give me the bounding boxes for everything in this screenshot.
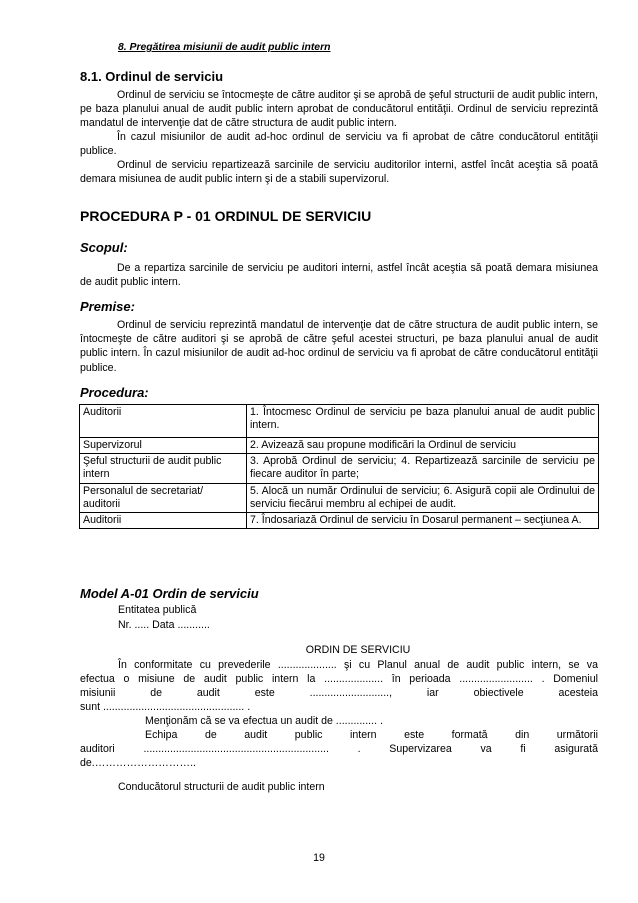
table-row (80, 454, 599, 483)
form-line-4: sunt ................................................ . (80, 701, 251, 713)
form-line-2: efectua o misiune de audit public intern la .................... în perioada ......................... . Domeniul (80, 673, 598, 685)
table-row (80, 483, 599, 512)
section-paragraph-1: Ordinul de serviciu se întocmeşte de către auditor şi se aprobă de şeful structurii de audit public intern, pe baza planului anual de audit public intern aprobat de conducătorul entităţii. Ordinul de serviciu reprezintă mandatul de intervenţie dat de către structura de audit public intern. (80, 89, 598, 130)
step-cell: 1. Întocmesc Ordinul de serviciu pe baza planului anual de audit public intern. (247, 405, 599, 438)
actor-cell: Auditorii (80, 513, 247, 529)
actor-cell: Personalul de secretariat/ auditorii (80, 483, 247, 512)
actor-cell: Supervizorul (80, 438, 247, 454)
section-title: 8.1. Ordinul de serviciu (80, 69, 224, 84)
form-line-3: misiunii de audit este ..........................., iar obiectivele acesteia (80, 687, 598, 699)
scope-text: De a repartiza sarcinile de serviciu pe auditori interni, astfel încât aceştia să poată demara misiunea de audit public intern. (80, 262, 598, 289)
number-date-line: Nr. ..... Data ........... (118, 619, 210, 631)
premises-heading: Premise: (80, 299, 135, 314)
premises-text: Ordinul de serviciu reprezintă mandatul de intervenţie dat de către structura de audit public intern, se întocmeşte de către auditori şi se aprobă de către şeful acestei structuri, pe baza planului anual de audit public intern. În cazul misiunilor de audit ad-hoc ordinul de serviciu va fi aprobat de către conducătorul entităţii publice. (80, 319, 598, 374)
actor-cell: Auditorii (80, 405, 247, 438)
chapter-heading: 8. Pregătirea misiunii de audit public intern (118, 42, 331, 53)
step-cell: 5. Alocă un număr Ordinului de serviciu; 6. Asigură copii ale Ordinului de serviciu fiecărui membru al echipei de audit. (247, 483, 599, 512)
entity-line: Entitatea publică (118, 604, 197, 616)
form-line-6: Echipa de audit public intern este formată din următorii (145, 729, 598, 741)
order-title: ORDIN DE SERVICIU (305, 644, 411, 656)
step-cell: 2. Avizează sau propune modificări la Ordinul de serviciu (247, 438, 599, 454)
table-row (80, 513, 599, 529)
form-line-1: În conformitate cu prevederile .................... şi cu Planul anual de audit public intern, se va (118, 659, 598, 671)
step-cell: 3. Aprobă Ordinul de serviciu; 4. Repartizează sarcinile de serviciu pe fiecare auditor în parte; (247, 454, 599, 483)
page-number: 19 (313, 852, 325, 864)
procedure-heading: Procedura: (80, 385, 149, 400)
table-row (80, 405, 599, 438)
signature-line: Conducătorul structurii de audit public intern (118, 781, 325, 793)
scope-heading: Scopul: (80, 240, 128, 255)
section-paragraph-2: În cazul misiunilor de audit ad-hoc ordinul de serviciu va fi aprobat de către conducătorul entităţii publice. (80, 131, 598, 158)
procedure-table (79, 404, 599, 529)
table-row (80, 438, 599, 454)
model-title: Model A-01 Ordin de serviciu (80, 586, 259, 601)
actor-cell: Şeful structurii de audit public intern (80, 454, 247, 483)
form-line-5: Menţionăm că se va efectua un audit de .............. . (145, 715, 383, 727)
procedure-title: PROCEDURA P - 01 ORDINUL DE SERVICIU (80, 208, 372, 224)
section-paragraph-3: Ordinul de serviciu repartizează sarcinile de serviciu auditorilor interni, astfel încât aceştia să poată demara misiunea de audit public intern şi de a stabili supervizorul. (80, 159, 598, 186)
step-cell: 7. Îndosariază Ordinul de serviciu în Dosarul permanent – secţiunea A. (247, 513, 599, 529)
form-line-8: de.……………………….. (80, 757, 196, 769)
form-line-7: auditori ............................................................... . Supervizarea va fi asigurată (80, 743, 598, 755)
